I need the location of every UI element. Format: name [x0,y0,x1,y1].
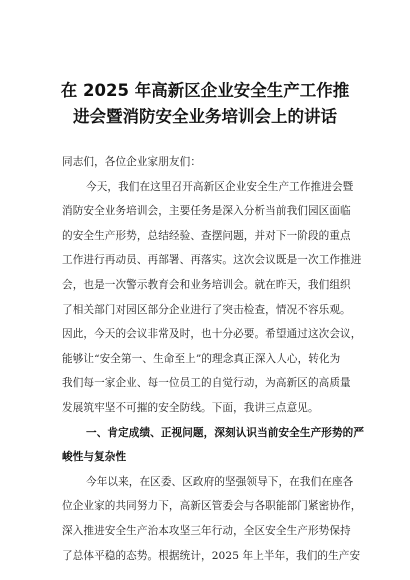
paragraph-line: 我们每一家企业、每一位员工的自觉行动，为高新区的高质量 [62,377,351,390]
paragraph-line: 会，也是一次警示教育会和业务培训会。就在昨天，我们组织 [62,278,351,291]
title-line: 进会暨消防安全业务培训会上的讲话 [73,107,337,126]
document-title [40,78,370,130]
paragraph-line: 深入推进安全生产治本攻坚三年行动，全区安全生产形势保持 [62,524,351,537]
paragraph-line: 能够让“安全第一、生命至上”的理念真正深入人心，转化为 [62,352,341,365]
paragraph-line: 消防安全业务培训会，主要任务是深入分析当前我们园区面临 [62,205,351,218]
paragraph-line: 今年以来，在区委、区政府的坚强领导下，在我们在座各 [86,475,354,488]
section-heading [62,421,365,470]
section-heading-line: 峻性与复杂性 [62,451,127,464]
paragraph-line: 发展筑牢坚不可摧的安全防线。下面，我讲三点意见。 [62,401,319,414]
paragraph-line: 工作进行再动员、再部署、再落实。这次会议既是一次工作推进 [62,254,362,267]
section-heading-line: 一、肯定成绩、正视问题，深刻认识当前安全生产形势的严 [86,426,365,439]
paragraph-section-one [62,470,362,568]
paragraph-line: 因此，今天的会议非常及时，也十分必要。希望通过这次会议， [62,328,362,341]
paragraph-line: 了相关部门对园区部分企业进行了突击检查，情况不容乐观。 [62,303,351,316]
paragraph-line: 了总体平稳的态势。根据统计，2025 年上半年，我们的生产安 [62,549,361,562]
title-line: 在 2025 年高新区企业安全生产工作推 [60,81,350,100]
paragraph-line: 位企业家的共同努力下，高新区管委会与各职能部门紧密协作， [62,500,362,513]
paragraph-opening [62,175,362,421]
paragraph-line: 的安全生产形势，总结经验、查摆问题，并对下一阶段的重点 [62,229,351,242]
paragraph-line: 今天，我们在这里召开高新区企业安全生产工作推进会暨 [86,180,354,193]
salutation: 同志们，各位企业家朋友们： [62,156,202,168]
document-body [62,150,365,568]
